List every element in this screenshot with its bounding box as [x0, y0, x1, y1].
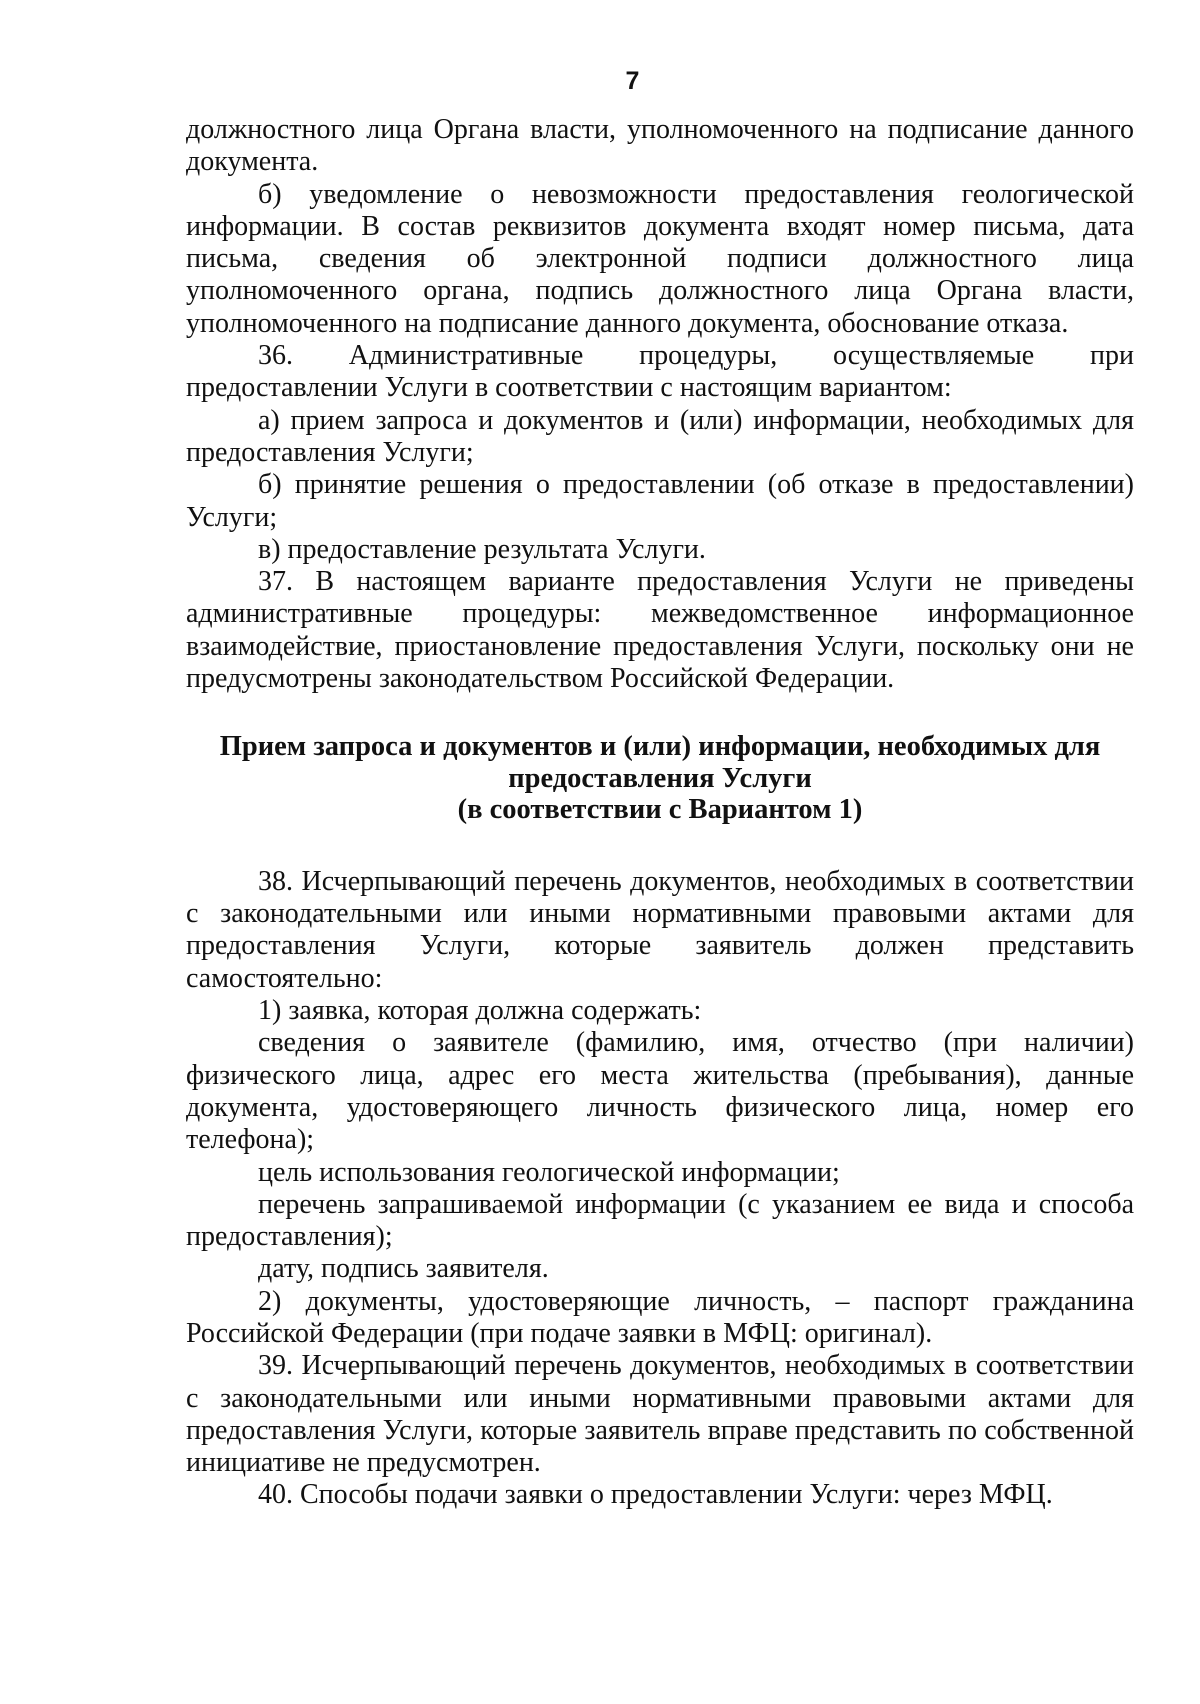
section-heading-line-1: Прием запроса и документов и (или) информации, необходимых для — [219, 731, 1101, 763]
paragraph-38: 38. Исчерпывающий перечень документов, необходимых в соответствии с законодательными или иными нормативными правовыми актами для предоставления Услуги, которые заявитель должен представить самостоятельно: — [186, 865, 1134, 994]
sub-item-date-signature: дату, подпись заявителя. — [258, 1253, 549, 1285]
list-item-1: 1) заявка, которая должна содержать: — [258, 995, 702, 1027]
list-item-b: б) принятие решения о предоставлении (об отказе в предоставлении) Услуги; — [186, 469, 1134, 533]
list-item-v: в) предоставление результата Услуги. — [258, 533, 706, 565]
document-body — [186, 114, 1134, 1512]
sub-item-purpose: цель использования геологической информации; — [258, 1156, 840, 1188]
section-heading-line-3: (в соответствии с Вариантом 1) — [457, 794, 863, 826]
list-item-a: а) прием запроса и документов и (или) информации, необходимых для предоставления Услуги; — [186, 404, 1134, 468]
page-number-text: 7 — [625, 67, 640, 95]
paragraph-36: 36. Административные процедуры, осуществляемые при предоставлении Услуги в соответствии с настоящим вариантом: — [186, 340, 1134, 404]
paragraph-notice-impossibility: б) уведомление о невозможности предоставления геологической информации. В состав реквизитов документа входят номер письма, дата письма, сведения об электронной подписи должностного лица уполномоченного органа, подпись должностного лица Органа власти, уполномоченного на подписание данного документа, обоснование отказа. — [186, 178, 1134, 339]
paragraph-37: 37. В настоящем варианте предоставления Услуги не приведены административные процедуры: межведомственное информационное взаимодействие, приостановление предоставления Услуги, поскольку они не предусмотрены законодательством Российской Федерации. — [186, 566, 1134, 695]
section-heading — [186, 731, 1134, 826]
paragraph-40: 40. Способы подачи заявки о предоставлении Услуги: через МФЦ. — [258, 1479, 1053, 1511]
paragraph-continuation: должностного лица Органа власти, уполномоченного на подписание данного документа. — [186, 114, 1134, 178]
list-item-2: 2) документы, удостоверяющие личность, – паспорт гражданина Российской Федерации (при подаче заявки в МФЦ: оригинал). — [186, 1285, 1134, 1349]
section-heading-line-2: предоставления Услуги — [508, 762, 812, 794]
page-number — [0, 66, 1200, 96]
paragraph-39: 39. Исчерпывающий перечень документов, необходимых в соответствии с законодательными или иными нормативными правовыми актами для предоставления Услуги, которые заявитель вправе представить по собственной инициативе не предусмотрен. — [186, 1350, 1134, 1479]
sub-item-info-list: перечень запрашиваемой информации (с указанием ее вида и способа предоставления); — [186, 1188, 1134, 1253]
sub-item-applicant-info: сведения о заявителе (фамилию, имя, отчество (при наличии) физического лица, адрес его места жительства (пребывания), данные документа, удостоверяющего личность физического лица, номер его телефона); — [186, 1027, 1134, 1156]
